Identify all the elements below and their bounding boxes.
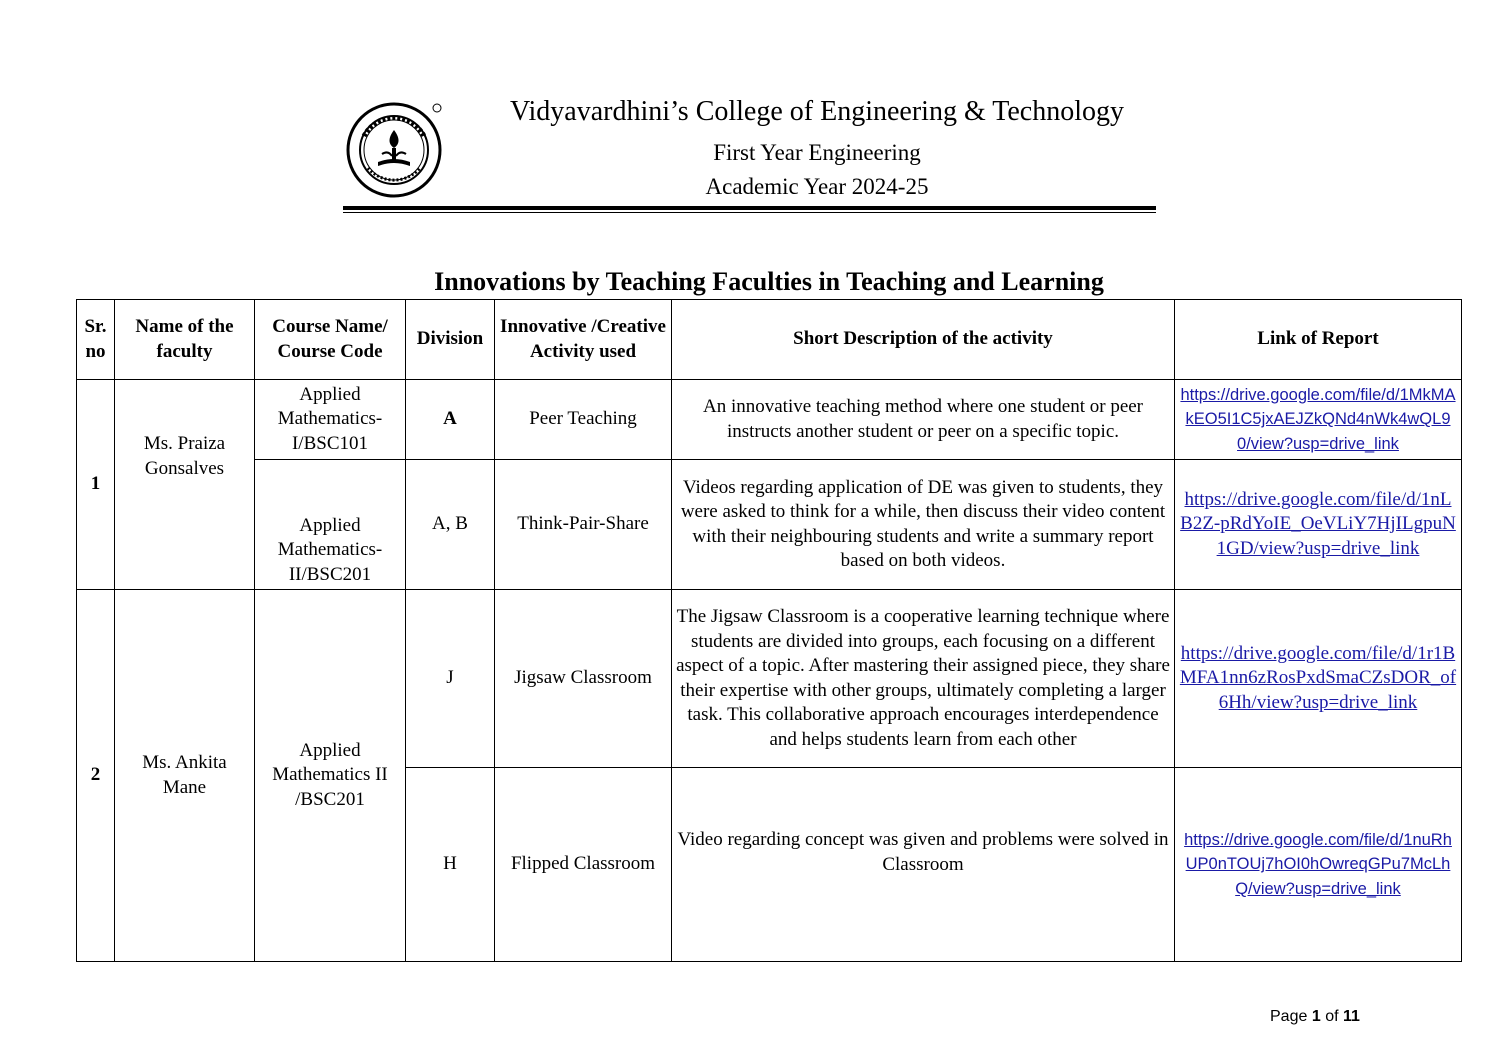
description-cell: Video regarding concept was given and problems were solved in Classroom — [672, 768, 1175, 962]
table-header-row — [77, 300, 1462, 380]
header-course: Course Name/ Course Code — [255, 300, 406, 380]
activity-cell: Jigsaw Classroom — [495, 590, 672, 768]
description-cell: The Jigsaw Classroom is a cooperative learning technique where students are divided into groups, each focusing on a different aspect of a topic. After mastering their assigned piece, they share their expertise with other groups, ultimately completing a larger task. This collaborative approach encourages interdependence and helps students learn from each other — [672, 590, 1175, 768]
course-cell: Applied Mathematics-I/BSC101 — [255, 380, 406, 460]
table-row — [77, 590, 1462, 768]
page-word: Page — [1270, 1008, 1308, 1025]
header-rule-thin — [343, 212, 1156, 213]
page-total: 11 — [1342, 1008, 1360, 1025]
college-seal-icon — [344, 100, 444, 200]
table-row — [77, 380, 1462, 460]
report-link[interactable]: https://drive.google.com/file/d/1nuRhUP0nTOUj7hOI0hOwreqGPu7McLhQ/view?usp=drive_link — [1184, 830, 1452, 898]
sr-no-cell: 2 — [77, 590, 115, 962]
course-cell: Applied Mathematics-II/BSC201 — [255, 460, 406, 590]
header-sr-no: Sr. no — [77, 300, 115, 380]
department-name: First Year Engineering — [713, 140, 921, 165]
document-title: Innovations by Teaching Faculties in Teaching and Learning — [434, 267, 1104, 296]
division-cell: H — [406, 768, 495, 962]
division-cell: A, B — [406, 460, 495, 590]
academic-year: Academic Year 2024-25 — [705, 174, 929, 199]
report-link[interactable]: https://drive.google.com/file/d/1MkMAkEO5I1C5jxAEJZkQNd4nWk4wQL90/view?usp=drive_link — [1180, 385, 1456, 453]
header-faculty: Name of the faculty — [115, 300, 255, 380]
activity-cell: Peer Teaching — [495, 380, 672, 460]
page-footer — [1270, 1007, 1360, 1027]
description-cell: An innovative teaching method where one student or peer instructs another student or peer on a specific topic. — [672, 380, 1175, 460]
college-name: Vidyavardhini’s College of Engineering & Technology — [509, 96, 1125, 127]
division-cell: J — [406, 590, 495, 768]
description-cell: Videos regarding application of DE was given to students, they were asked to think for a while, then discuss their video content with their neighbouring students and write a summary report based on both videos. — [672, 460, 1175, 590]
report-link[interactable]: https://drive.google.com/file/d/1r1BMFA1nn6zRosPxdSmaCZsDOR_of6Hh/view?usp=drive_link — [1179, 642, 1457, 713]
header-rule-thick — [343, 206, 1156, 210]
link-cell — [1175, 768, 1462, 962]
faculty-cell: Ms. Praiza Gonsalves — [115, 380, 255, 590]
activity-cell: Flipped Classroom — [495, 768, 672, 962]
link-cell — [1175, 380, 1462, 460]
report-link[interactable]: https://drive.google.com/file/d/1nLB2Z-pRdYoIE_OeVLiY7HjILgpuN1GD/view?usp=drive_link — [1180, 488, 1456, 559]
header-link: Link of Report — [1175, 300, 1462, 380]
sr-no-cell: 1 — [77, 380, 115, 590]
document-header — [0, 0, 1497, 220]
course-cell: Applied Mathematics II /BSC201 — [255, 590, 406, 962]
faculty-cell: Ms. Ankita Mane — [115, 590, 255, 962]
page-current: 1 — [1311, 1008, 1321, 1025]
header-description: Short Description of the activity — [672, 300, 1175, 380]
header-division: Division — [406, 300, 495, 380]
innovations-table — [76, 299, 1462, 962]
link-cell — [1175, 590, 1462, 768]
division-cell: A — [406, 380, 495, 460]
table-row — [77, 460, 1462, 590]
of-word: of — [1325, 1008, 1339, 1025]
link-cell — [1175, 460, 1462, 590]
header-activity: Innovative /Creative Activity used — [495, 300, 672, 380]
activity-cell: Think-Pair-Share — [495, 460, 672, 590]
